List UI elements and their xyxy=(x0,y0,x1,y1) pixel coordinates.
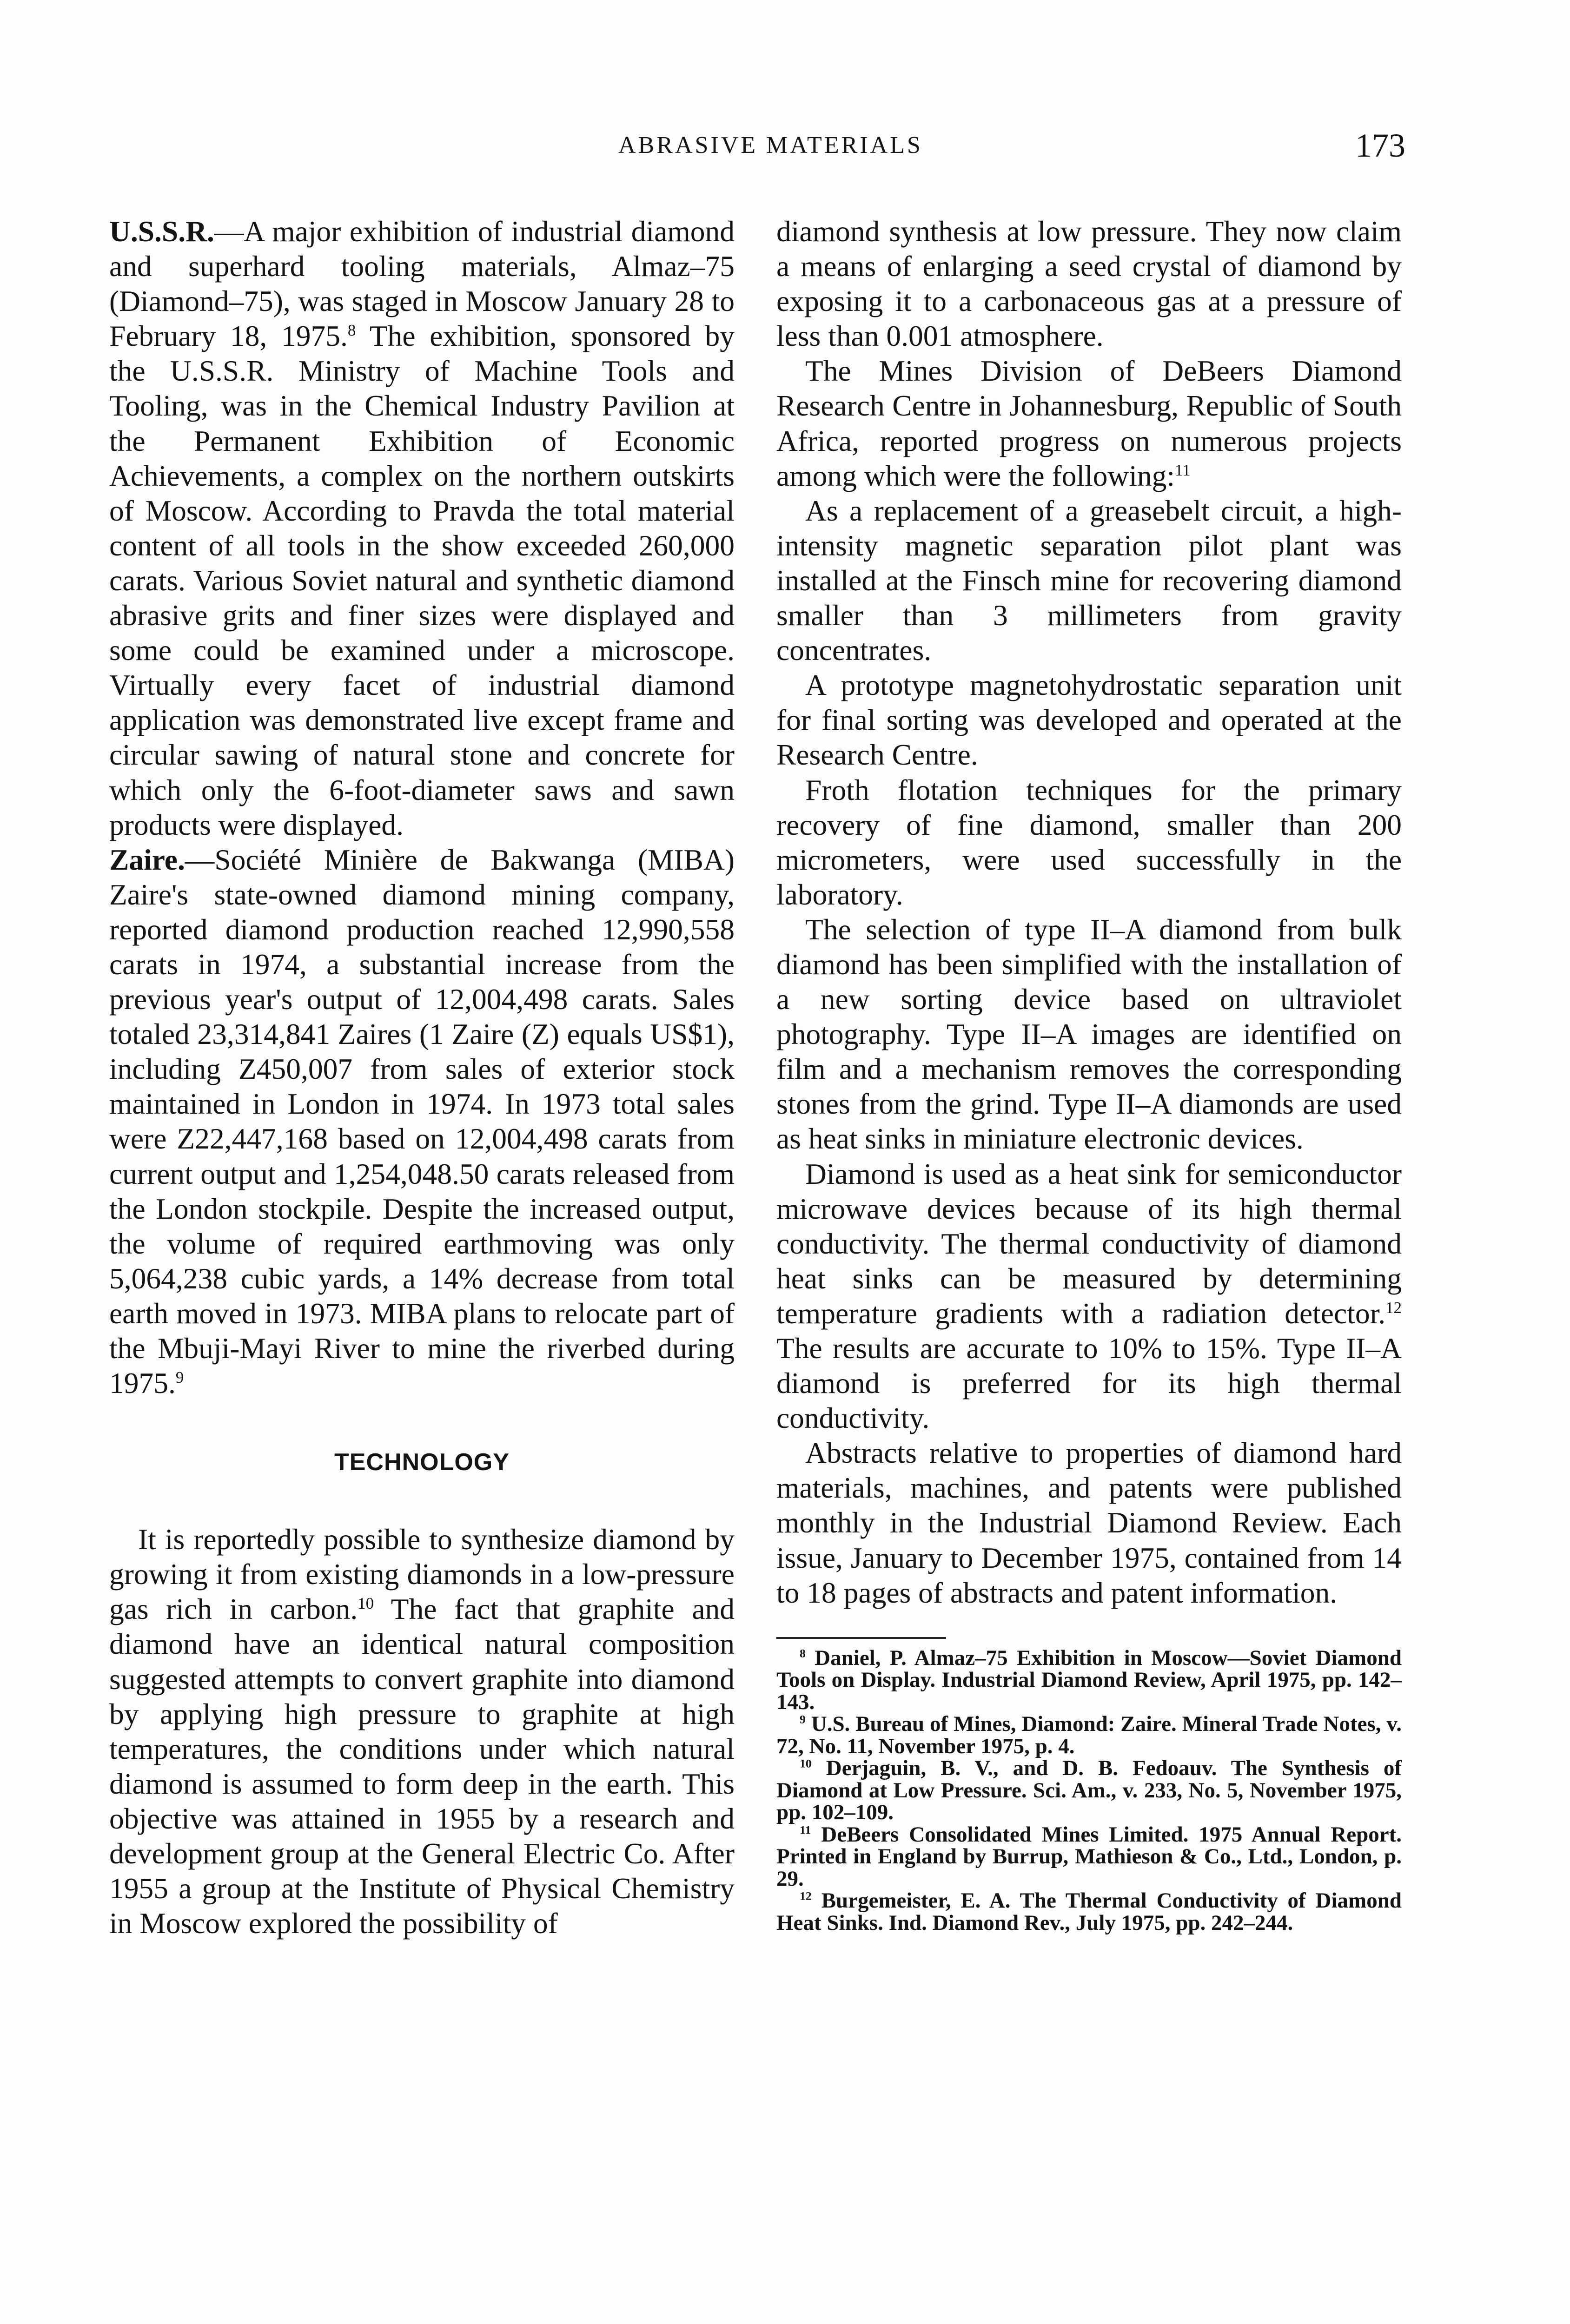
paragraph-magnetic-separation: As a replacement of a greasebelt circuit, a high-intensity magnetic separation pilot plant was installed at the Finsch mine for recovering diamond smaller than 3 millimeters from gravity concentrates. xyxy=(776,494,1402,667)
heat-sink-text-b: The results are accurate to 10% to 15%. Type II–A diamond is preferred for its high thermal conductivity. xyxy=(776,1332,1402,1435)
footnote-item xyxy=(776,1647,1402,1714)
footnote-text: Daniel, P. Almaz–75 Exhibition in Moscow—Soviet Diamond Tools on Display. Industrial Diamond Review, April 1975, pp. 142–143. xyxy=(776,1645,1402,1714)
footnote-item xyxy=(776,1824,1402,1890)
footnote-number: 12 xyxy=(800,1889,812,1903)
right-column xyxy=(776,214,1402,1934)
paragraph-ussr xyxy=(109,214,735,842)
page-number: 173 xyxy=(1355,127,1405,164)
ussr-text-b: The exhibition, sponsored by the U.S.S.R. Ministry of Machine Tools and Tooling, was in the Chemical Industry Pavilion at the Permanent Exhibition of Economic Achievements, a complex on the northern outskirts of Moscow. According to Pravda the total material content of all tools in the show exceeded 260,000 carats. Various Soviet natural and synthetic diamond abrasive grits and finer sizes were displayed and some could be examined under a microscope. Virtually every facet of industrial diamond application was demonstrated live except frame and circular sawing of natural stone and concrete for which only the 6-foot-diameter saws and sawn products were displayed. xyxy=(109,319,735,841)
paragraph-heat-sink xyxy=(776,1156,1402,1436)
paragraph-type-iia: The selection of type II–A diamond from bulk diamond has been simplified with the installation of a new sorting device based on ultraviolet photography. Type II–A images are identified on film and a mechanism removes the corresponding stones from the grind. Type II–A diamonds are used as heat sinks in miniature electronic devices. xyxy=(776,912,1402,1155)
footnote-ref-10: 10 xyxy=(358,1594,374,1613)
running-head: ABRASIVE MATERIALS xyxy=(618,132,923,158)
left-column xyxy=(109,214,735,1941)
footnote-item xyxy=(776,1713,1402,1757)
heat-sink-text-a: Diamond is used as a heat sink for semiconductor microwave devices because of its high thermal conductivity. The thermal conductivity of diamond heat sinks can be measured by determining temperature gradients with a radiation detector. xyxy=(776,1157,1402,1330)
footnote-ref-11: 11 xyxy=(1175,461,1191,479)
footnote-text: DeBeers Consolidated Mines Limited. 1975 Annual Report. Printed in England by Burrup, Mathieson & Co., Ltd., London, p. 29. xyxy=(776,1822,1402,1891)
footnote-ref-12: 12 xyxy=(1385,1298,1402,1317)
page-header xyxy=(0,125,1570,166)
tech-text-b: The fact that graphite and diamond have an identical natural composition suggested attempts to convert graphite into diamond by applying high pressure to graphite at high temperatures, the conditions under which natural diamond is assumed to form deep in the earth. This objective was attained in 1955 by a research and development group at the General Electric Co. After 1955 a group at the Institute of Physical Chemistry in Moscow explored the possibility of xyxy=(109,1592,735,1940)
footnote-ref-9: 9 xyxy=(175,1368,184,1386)
footnote-number: 8 xyxy=(800,1646,806,1660)
footnote-ref-8: 8 xyxy=(347,321,356,340)
paragraph-zaire xyxy=(109,842,735,1401)
footnote-text: Derjaguin, B. V., and D. B. Fedoauv. The Synthesis of Diamond at Low Pressure. Sci. Am., v. 233, No. 5, November 1975, pp. 102–109. xyxy=(776,1756,1402,1825)
ussr-text-a: —A major exhibition of industrial diamond and superhard tooling materials, Almaz–75 (Diamond–75), was staged in Moscow January 28 to February 18, 1975. xyxy=(109,215,735,353)
footnote-item xyxy=(776,1890,1402,1934)
footnotes xyxy=(776,1647,1402,1934)
paragraph-abstracts: Abstracts relative to properties of diamond hard materials, machines, and patents were published monthly in the Industrial Diamond Review. Each issue, January to December 1975, contained from 14 to 18 pages of abstracts and patent information. xyxy=(776,1436,1402,1609)
debeers-text: The Mines Division of DeBeers Diamond Research Centre in Johannesburg, Republic of South Africa, reported progress on numerous projects among which were the following: xyxy=(776,354,1402,492)
footnote-text: U.S. Bureau of Mines, Diamond: Zaire. Mineral Trade Notes, v. 72, No. 11, November 1975, p. 4. xyxy=(776,1712,1402,1758)
footnote-number: 9 xyxy=(800,1712,806,1726)
paragraph-continued: diamond synthesis at low pressure. They now claim a means of enlarging a seed crystal of diamond by exposing it to a carbonaceous gas at a pressure of less than 0.001 atmosphere. xyxy=(776,215,1402,353)
paragraph-magnetohydrostatic: A prototype magnetohydrostatic separation unit for final sorting was developed and operated at the Research Centre. xyxy=(776,668,1402,772)
section-heading-technology: TECHNOLOGY xyxy=(334,1449,510,1476)
paragraph-debeers xyxy=(776,353,1402,493)
footnote-item xyxy=(776,1757,1402,1824)
footnote-number: 10 xyxy=(800,1756,812,1770)
runin-heading-zaire: Zaire. xyxy=(109,843,185,876)
paragraph-froth-flotation: Froth flotation techniques for the primary recovery of fine diamond, smaller than 200 micrometers, were used successfully in the laboratory. xyxy=(776,773,1402,911)
paragraph-technology xyxy=(109,1522,735,1941)
tech-text-a: It is reportedly possible to synthesize diamond by growing it from existing diamonds in a low-pressure gas rich in carbon. xyxy=(109,1523,735,1626)
zaire-text-a: —Société Minière de Bakwanga (MIBA) Zaire's state-owned diamond mining company, reported diamond production reached 12,990,558 carats in 1974, a substantial increase from the previous year's output of 12,004,498 carats. Sales totaled 23,314,841 Zaires (1 Zaire (Z) equals US$1), including Z450,007 from sales of exterior stock maintained in London in 1974. In 1973 total sales were Z22,447,168 based on 12,004,498 carats from current output and 1,254,048.50 carats released from the London stockpile. Despite the increased output, the volume of required earthmoving was only 5,064,238 cubic yards, a 14% decrease from total earth moved in 1973. MIBA plans to relocate part of the Mbuji-Mayi River to mine the riverbed during 1975. xyxy=(109,843,735,1400)
runin-heading-ussr: U.S.S.R. xyxy=(109,215,214,248)
footnote-text: Burgemeister, E. A. The Thermal Conductivity of Diamond Heat Sinks. Ind. Diamond Rev., July 1975, pp. 242–244. xyxy=(776,1888,1402,1935)
footnote-divider xyxy=(776,1637,946,1639)
footnote-number: 11 xyxy=(800,1823,811,1837)
